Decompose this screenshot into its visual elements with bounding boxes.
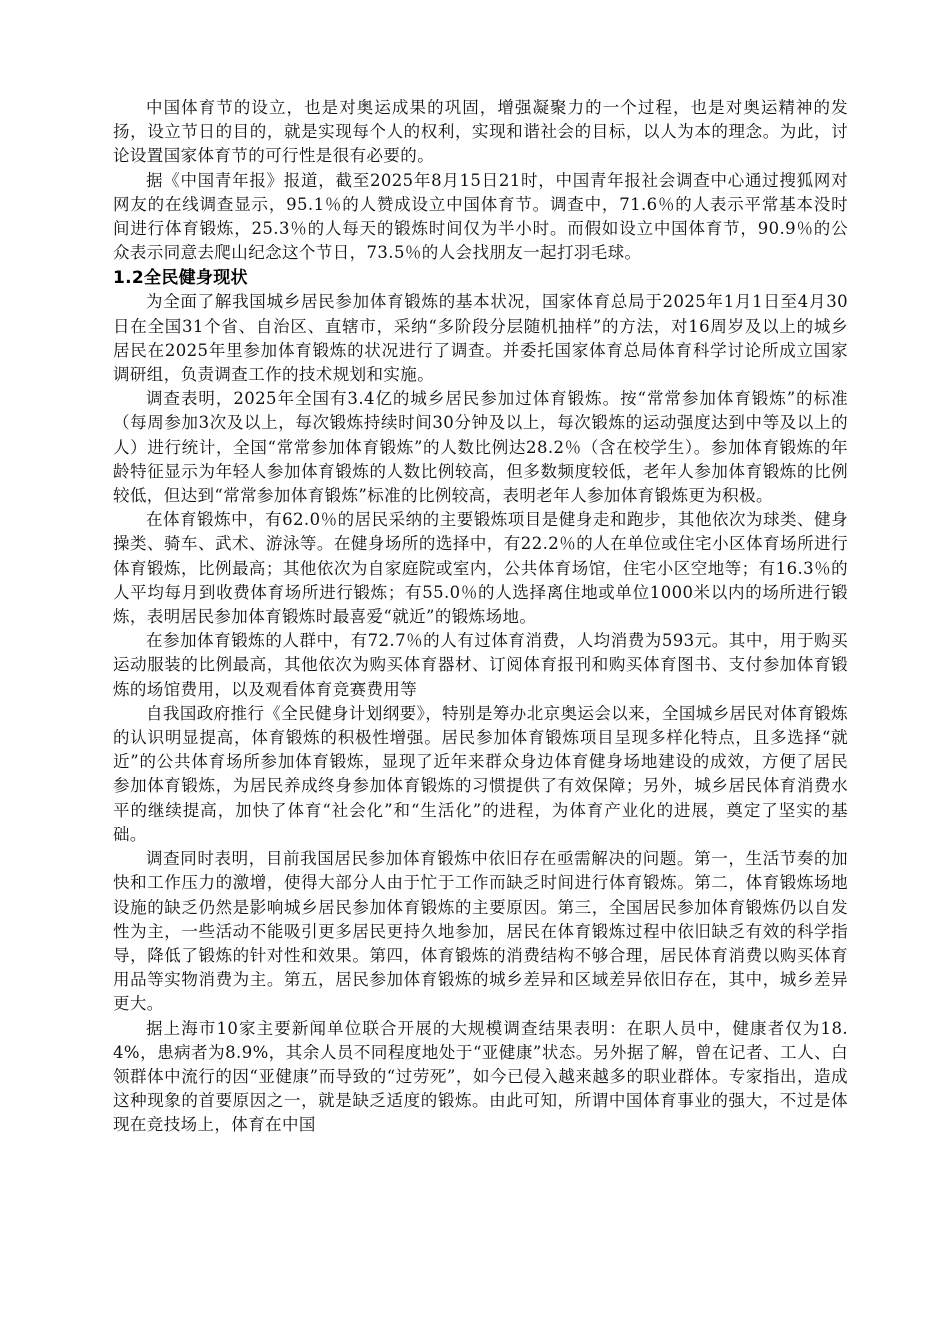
paragraph-youth-daily-survey: 据《中国青年报》报道，截至2025年8月15日21时，中国青年报社会调查中心通过搜狐网对网友的在线调查显示，95.1％的人赞成设立中国体育节。调查中，71.6％的人表示平常基本没时间进行体育锻炼，25.3％的人每天的锻炼时间仅为半小时。而假如设立中国体育节，90.9％的公众表示同意去爬山纪念这个节日，73.5％的人会找朋友一起打羽毛球。 bbox=[113, 170, 848, 263]
paragraph-sports-festival-significance: 中国体育节的设立，也是对奥运成果的巩固，增强凝聚力的一个过程，也是对奥运精神的发扬，设立节日的目的，就是实现每个人的权利，实现和谐社会的目标，以人为本的理念。为此，讨论设置国家体育节的可行性是很有必要的。 bbox=[113, 98, 848, 166]
paragraph-existing-problems: 调查同时表明，目前我国居民参加体育锻炼中依旧存在亟需解决的问题。第一，生活节奏的加快和工作压力的激增，使得大部分人由于忙于工作而缺乏时间进行体育锻炼。第二，体育锻炼场地设施的缺乏仍然是影响城乡居民参加体育锻炼的主要原因。第三，全国居民参加体育锻炼仍以自发性为主，一些活动不能吸引更多居民更持久地参加，居民在体育锻炼过程中依旧缺乏有效的科学指导，降低了锻炼的针对性和效果。第四，体育锻炼的消费结构不够合理，居民体育消费以购买体育用品等实物消费为主。第五，居民参加体育锻炼的城乡差异和区域差异依旧存在，其中，城乡差异更大。 bbox=[113, 849, 848, 1014]
document-page bbox=[113, 96, 848, 1138]
paragraph-sports-consumption: 在参加体育锻炼的人群中，有72.7％的人有过体育消费，人均消费为593元。其中，用于购买运动服装的比例最高，其他依次为购买体育器材、订阅体育报刊和购买体育图书、支付参加体育锻炼的场馆费用，以及观看体育竞赛费用等 bbox=[113, 631, 848, 699]
paragraph-shanghai-health-survey: 据上海市10家主要新闻单位联合开展的大规模调查结果表明：在职人员中，健康者仅为18.4%，患病者为8.9%，其余人员不同程度地处于“亚健康”状态。另外据了解，曾在记者、工人、白领群体中流行的因“亚健康”而导致的“过劳死”，如今已侵入越来越多的职业群体。专家指出，造成这种现象的首要原因之一，就是缺乏适度的锻炼。由此可知，所谓中国体育事业的强大，不过是体现在竞技场上，体育在中国 bbox=[113, 1018, 848, 1135]
paragraph-exercise-items-venues: 在体育锻炼中，有62.0％的居民采纳的主要锻炼项目是健身走和跑步，其他依次为球类、健身操类、骑车、武术、游泳等。在健身场所的选择中，有22.2％的人在单位或住宅小区体育场所进行体育锻炼，比例最高；其他依次为自家庭院或室内，公共体育场馆，住宅小区空地等；有16.3％的人平均每月到收费体育场所进行锻炼；有55.0％的人选择离住地或单位1000米以内的场所进行锻炼，表明居民参加体育锻炼时最喜爱“就近”的锻炼场地。 bbox=[113, 510, 848, 627]
paragraph-fitness-plan-effects: 自我国政府推行《全民健身计划纲要》，特别是筹办北京奥运会以来，全国城乡居民对体育锻炼的认识明显提高，体育锻炼的积极性增强。居民参加体育锻炼项目呈现多样化特点，且多选择“就近”的公共体育场所参加体育锻炼，显现了近年来群众身边体育健身场地建设的成效，方便了居民参加体育锻炼，为居民养成终身参加体育锻炼的习惯提供了有效保障；另外，城乡居民体育消费水平的继续提高，加快了体育“社会化”和“生活化”的进程，为体育产业化的进展，奠定了坚实的基础。 bbox=[113, 703, 848, 844]
paragraph-survey-method: 为全面了解我国城乡居民参加体育锻炼的基本状况，国家体育总局于2025年1月1日至4月30日在全国31个省、自治区、直辖市，采纳“多阶段分层随机抽样”的方法，对16周岁及以上的城乡居民在2025年里参加体育锻炼的状况进行了调查。并委托国家体育总局体育科学讨论所成立国家调研组，负责调查工作的技术规划和实施。 bbox=[113, 292, 848, 385]
paragraph-survey-results: 调查表明，2025年全国有3.4亿的城乡居民参加过体育锻炼。按“常常参加体育锻炼”的标准（每周参加3次及以上，每次锻炼持续时间30分钟及以上，每次锻炼的运动强度达到中等及以上的人）进行统计，全国“常常参加体育锻炼”的人数比例达28.2％（含在校学生）。参加体育锻炼的年龄特征显示为年轻人参加体育锻炼的人数比例较高，但多数频度较低，老年人参加体育锻炼的比例较低，但达到“常常参加体育锻炼”标准的比例较高，表明老年人参加体育锻炼更为积极。 bbox=[113, 389, 848, 506]
section-heading: 1.2全民健身现状 bbox=[113, 268, 248, 289]
